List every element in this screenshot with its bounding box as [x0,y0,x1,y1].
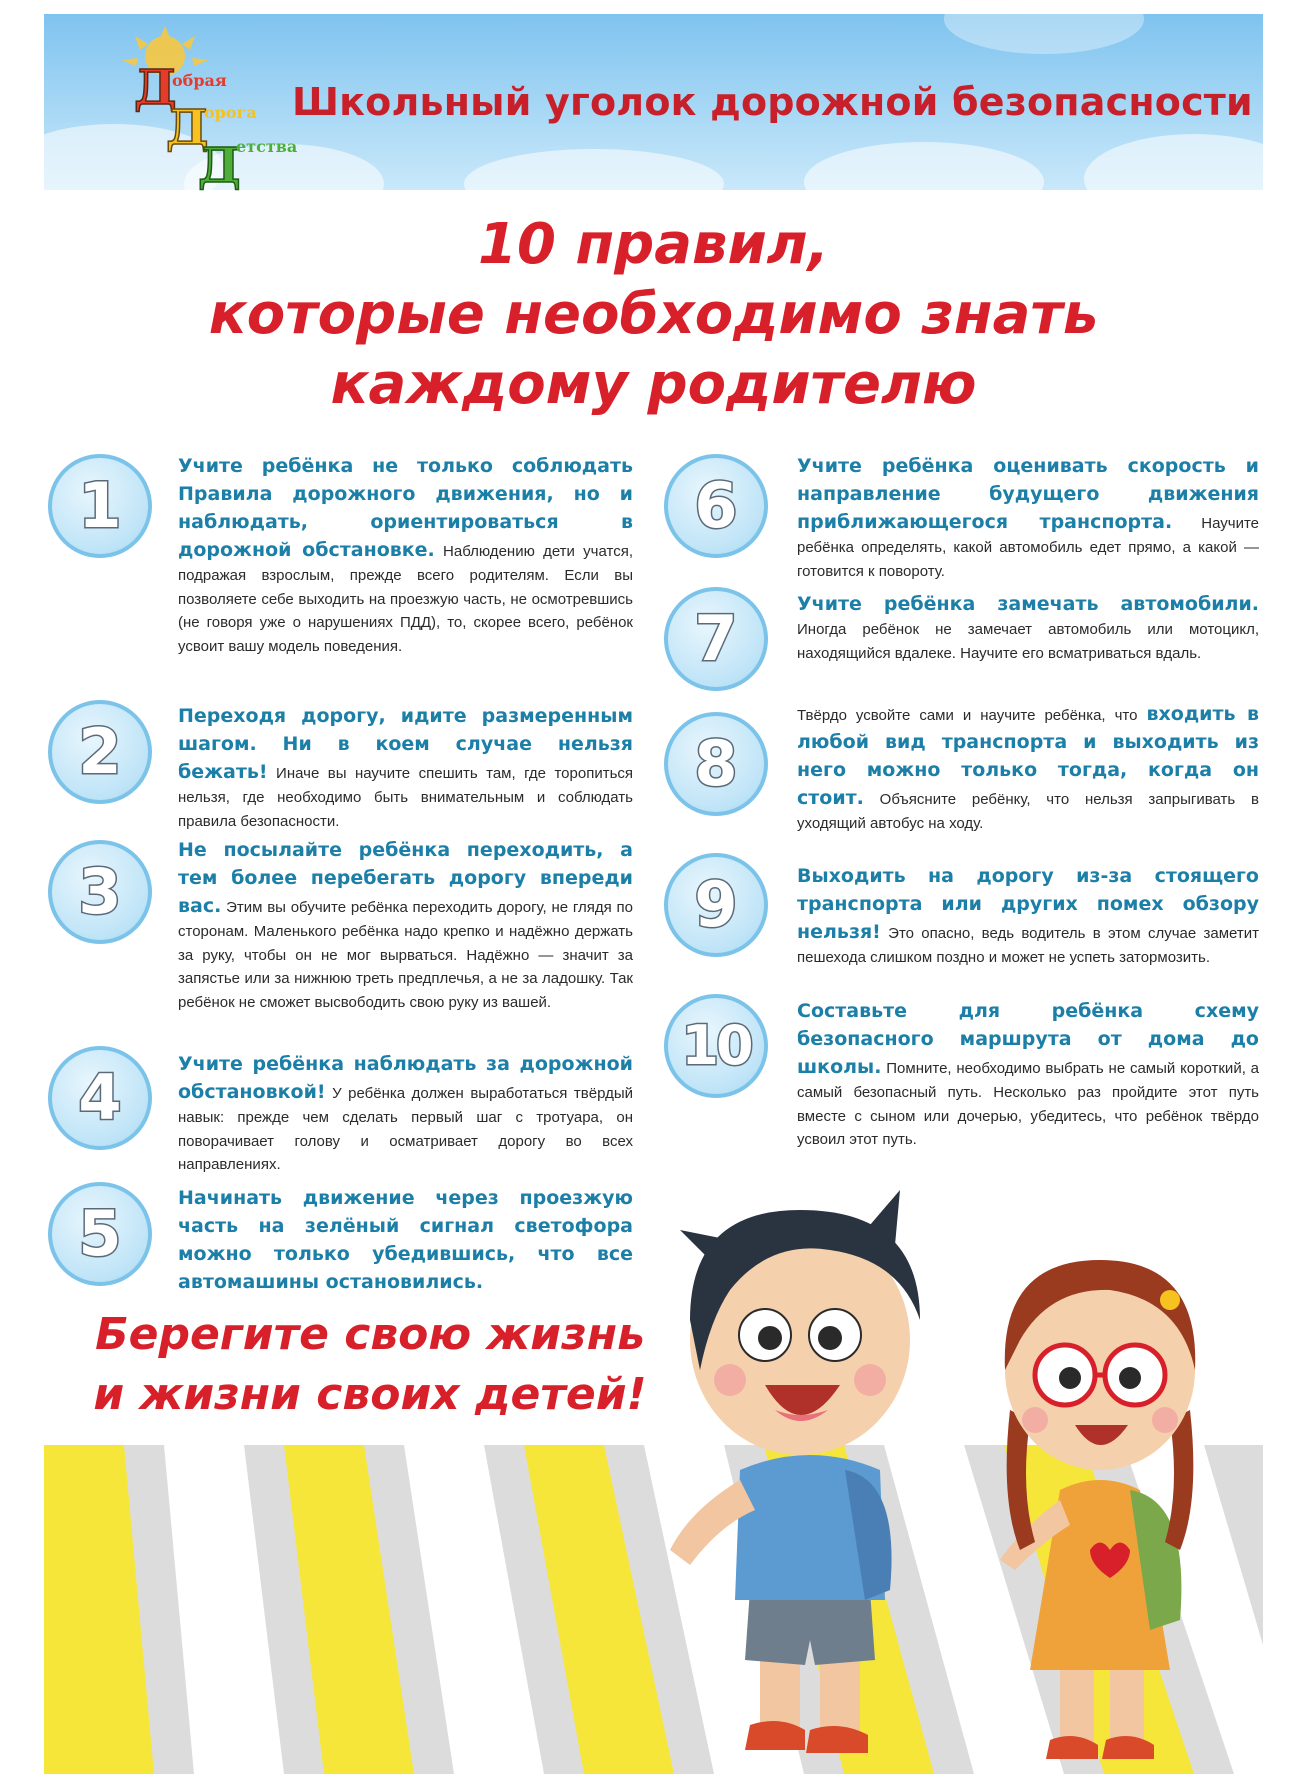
rule-8 [797,700,1259,836]
svg-text:етства: етства [236,137,298,156]
main-title-line-2: которые необходимо знать [208,282,1099,347]
rule-number: 5 [78,1197,122,1270]
rule-number: 4 [78,1061,122,1134]
svg-text:обрая: обрая [172,71,227,90]
svg-text:Д: Д [198,138,241,194]
dobraya-doroga-detstva-logo [90,26,298,194]
rule-number: 10 [681,1014,751,1077]
rule-body: Иногда ребёнок не замечает автомобиль или мотоцикл, находящийся вдалеке. Научите его всматриваться вдаль. [797,621,1259,662]
slogan [70,1305,670,1425]
rule-number-5-badge [48,1182,152,1286]
main-title-line-3: каждому родителю [330,352,977,417]
rule-6 [797,452,1259,583]
rule-body: Научите ребёнка определять, какой автомобиль едет прямо, а какой — готовится к повороту. [797,515,1260,580]
rule-body: Наблюдению дети учатся, подражая взрослым, прежде всего родителям. Если вы позволяете себе выходить на проезжую часть, не осмотревшись (не говоря уже о нарушениях ПДД), то, скорее всего, ребёнок усвоит вашу модель поведения. [178,543,633,655]
rule-body: Объясните ребёнку, что нельзя запрыгивать в уходящий автобус на ходу. [797,791,1259,832]
rule-highlight: Учите ребёнка не только соблюдать Правила дорожного движения, но и наблюдать, ориентироваться в дорожной обстановке. [178,455,633,561]
rule-highlight: Выходить на дорогу из-за стоящего транспорта или других помех обзору нельзя! [797,865,1259,943]
rule-2 [178,702,633,833]
rule-body: Иначе вы научите спешить там, где торопиться нельзя, где необходимо быть внимательным и соблюдать правила безопасности. [178,765,634,830]
rule-number: 3 [78,855,122,928]
rule-highlight: Переходя дорогу, идите размеренным шагом. Ни в коем случае нельзя бежать! [178,705,633,783]
rule-highlight: Учите ребёнка оценивать скорость и направление будущего движения приближающегося транспорта. [797,455,1259,533]
svg-text:орога: орога [204,103,257,122]
rule-body: Этим вы обучите ребёнка переходить дорогу, не глядя по сторонам. Маленького ребёнка надо крепко и надёжно держать за руку, чтобы он не мог вырваться. Надёжно — значит за запястье или за нижнюю треть предплечья, а не за ладошку. Так ребёнок не сможет высвободить свою руку из вашей. [178,899,633,1011]
main-title-line-1: 10 правил, [478,212,829,277]
rule-number: 2 [78,715,122,788]
rule-number-4-badge [48,1046,152,1150]
rule-number-1-badge [48,454,152,558]
header-title: Школьный уголок дорожной безопасности [292,80,1253,124]
rule-highlight: входить в любой вид транспорта и выходить из него можно только тогда, когда он стоит. [797,703,1259,809]
rule-highlight: Начинать движение через проезжую часть на зелёный сигнал светофора можно только убедившись, что все автомашины остановились. [178,1187,633,1293]
rule-9 [797,862,1259,970]
rule-number: 1 [78,469,122,542]
children-illustration [670,1170,1270,1774]
rule-number-9-badge [664,853,768,957]
svg-text:Д: Д [166,100,209,156]
rule-prefix: Твёрдо усвойте сами и научите ребёнка, что [797,707,1138,724]
rule-number: 7 [694,602,738,675]
rule-highlight: Не посылайте ребёнка переходить, а тем более перебегать дорогу впереди вас. [178,839,633,917]
rule-body: Помните, необходимо выбрать не самый короткий, а самый безопасный путь. Несколько раз пройдите этот путь вместе с сыном или дочерью, убедитесь, что ребёнок твёрдо усвоил этот путь. [797,1060,1259,1148]
rule-10 [797,997,1259,1152]
rule-highlight: Составьте для ребёнка схему безопасного маршрута от дома до школы. [797,1000,1259,1078]
rule-number-6-badge [664,454,768,558]
boy-illustration [670,1190,920,1753]
rule-5 [178,1184,633,1296]
rule-number: 8 [694,727,738,800]
rule-body: Это опасно, ведь водитель в этом случае заметит пешехода слишком поздно и может не успеть затормозить. [797,925,1259,966]
rule-3 [178,836,633,1014]
rule-number-10-badge [664,994,768,1098]
rule-highlight: Учите ребёнка замечать автомобили. [797,593,1259,615]
svg-text:Д: Д [134,60,177,116]
rule-7 [797,590,1259,665]
rule-highlight: Учите ребёнка наблюдать за дорожной обстановкой! [178,1053,633,1103]
rule-number: 9 [694,868,738,941]
rule-number-2-badge [48,700,152,804]
header-banner [44,14,1263,194]
rule-number-7-badge [664,587,768,691]
rule-4 [178,1050,633,1177]
rule-number-3-badge [48,840,152,944]
slogan-line-2: и жизни своих детей! [93,1369,647,1420]
rule-1 [178,452,633,658]
rule-body: У ребёнка должен выработаться твёрдый навык: прежде чем сделать первый шаг с тротуара, он поворачивает голову и осматривает дорогу во всех направлениях. [178,1085,633,1173]
main-title [0,210,1307,420]
girl-illustration [1000,1260,1195,1759]
slogan-line-1: Берегите свою жизнь [95,1309,645,1360]
rule-number: 6 [694,469,738,542]
rule-number-8-badge [664,712,768,816]
